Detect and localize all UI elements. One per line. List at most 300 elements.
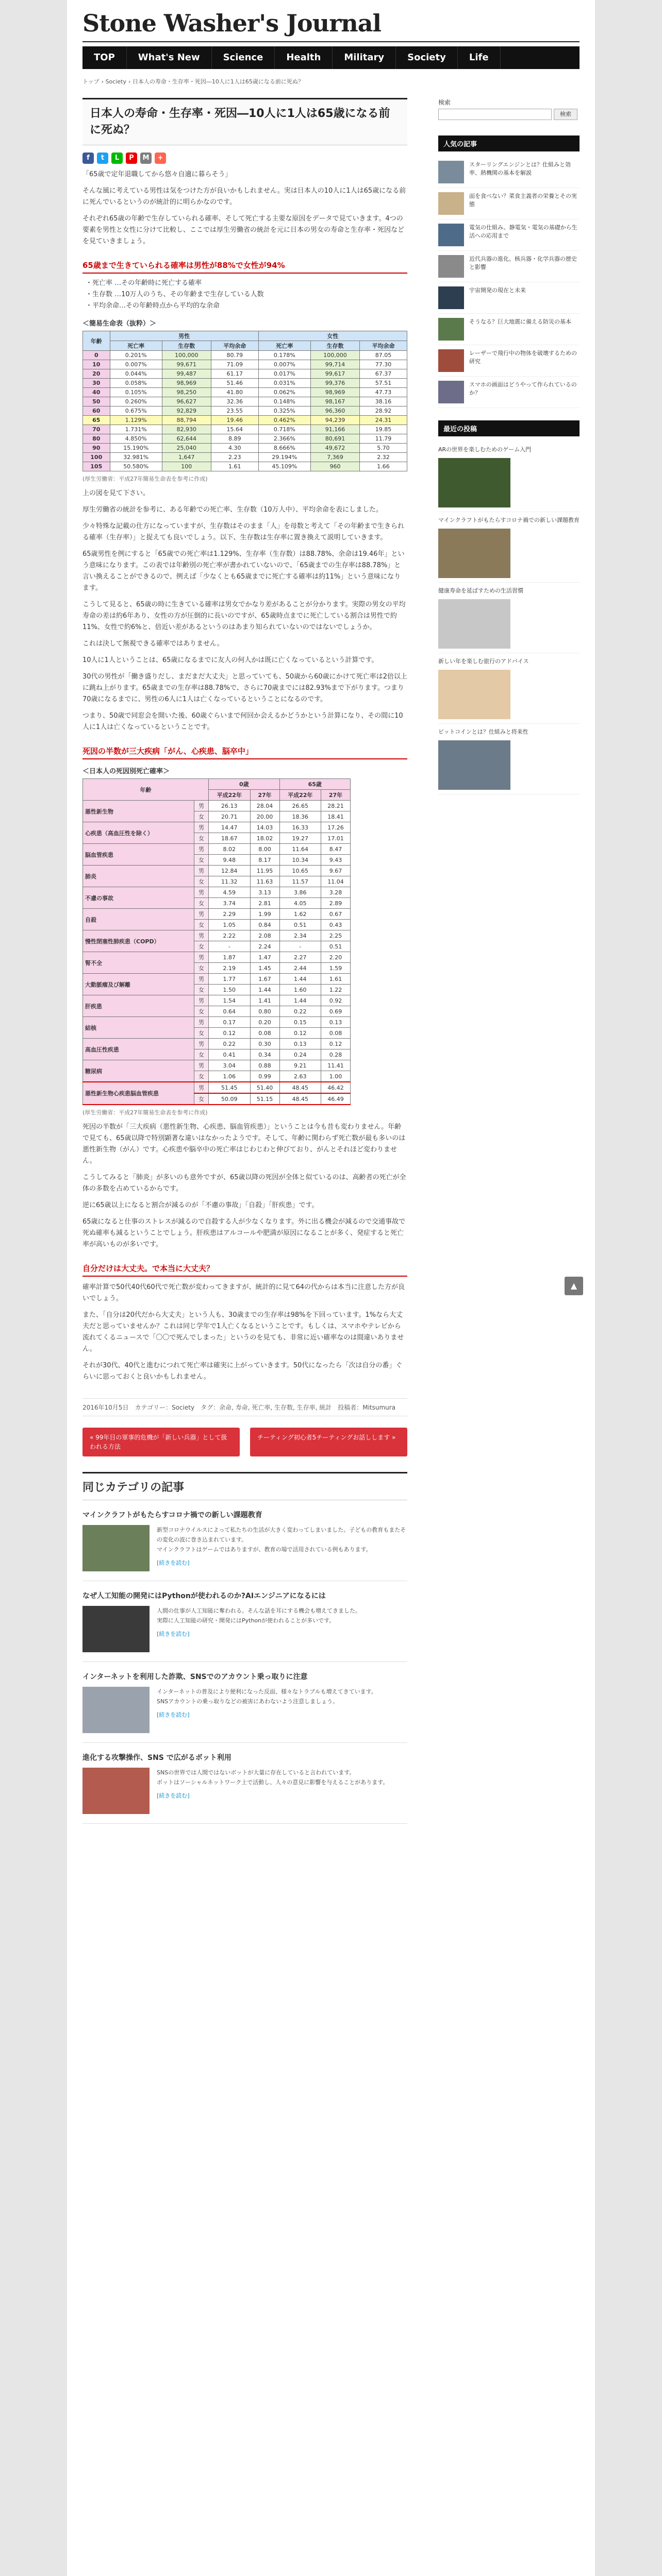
table-cell: 0.20 [250, 1017, 279, 1028]
table-cell: 2.23 [211, 453, 258, 462]
intro-paragraph: そんな風に考えている男性は気をつけた方が良いかもしれません。実は日本人の10人に1人は65歳になる前に死んでいるというのが統計的に明らかなのです。 [82, 187, 406, 206]
popular-item[interactable] [438, 345, 580, 377]
table-cell: 1.44 [279, 974, 321, 985]
recent-item[interactable] [438, 442, 580, 512]
table-cell: 0.201% [110, 351, 162, 360]
related-body [82, 1768, 407, 1814]
table-cell: - [279, 941, 321, 952]
table-cell: 15.190% [110, 444, 162, 453]
table-cell: 40 [83, 388, 110, 397]
post-author[interactable]: 投稿者：Mitsumura [338, 1404, 396, 1411]
page [67, 0, 595, 2576]
table-cell: 0.675% [110, 406, 162, 416]
table-cell: 1.59 [321, 963, 351, 974]
breadcrumb-home[interactable]: トップ [82, 78, 100, 85]
read-more-link[interactable]: [続きを読む] [157, 1792, 190, 1799]
table-cell: 2.63 [279, 1071, 321, 1082]
site-title[interactable]: Stone Washer's Journal [82, 9, 382, 37]
body-paragraph: こうして見ると、65歳の時に生きている確率は男女でかなり差があることが分かります。実際の男女の平均寿命の差は約6年あり、女性の方が圧倒的に長いのですが、65歳時点までに死亡している割合は男性で約11%、女性で約6%と、倍近い差があるというのはあまり知られていないのではないでしょうか。 [82, 601, 406, 631]
table-cell: 20 [83, 369, 110, 379]
table-cell: 11.63 [250, 876, 279, 887]
table-cell: 0.105% [110, 388, 162, 397]
table-cell: 2.22 [209, 930, 251, 941]
life-table [82, 331, 407, 471]
table-row [83, 406, 407, 416]
body-paragraph: 確率計算で50代40代60代で死亡数が変わってきますが、統計的に見て64の代からは本当に注意した方が良いでしょう。 [82, 1283, 405, 1302]
related-body [82, 1606, 407, 1652]
body-paragraph: これは決して無視できる確率ではありません。 [82, 640, 224, 648]
table-cell: 0.24 [279, 1049, 321, 1060]
post-category[interactable]: カテゴリー：Society [135, 1404, 195, 1411]
table-cell: 99,714 [311, 360, 360, 369]
related-thumbnail[interactable] [82, 1768, 150, 1814]
related-excerpt: マインクラフトはゲームではありますが、教育の場で活用されている例もあります。 [157, 1546, 372, 1553]
table-cell: 女 [194, 963, 208, 974]
table-row [83, 995, 351, 1006]
table-cell: 0.017% [258, 369, 310, 379]
table-cell: 2.366% [258, 434, 310, 444]
body-paragraph: また、「自分は20代だから大丈夫」という人も、30歳までの生存率は98%を下回っています。1%なら大丈夫だと思っていませんか？これは同じ学年で1人亡くなるということです。もしくは、スマホやテレビから流れてくるニュースで「〇〇で死んでしまった」というのを見ても、非常に近い確率なのは間違いありません。 [82, 1311, 404, 1353]
table-cell: 0.92 [321, 995, 351, 1006]
recent-item[interactable] [438, 653, 580, 724]
table-row [83, 844, 351, 855]
recent-title[interactable]: マインクラフトがもたらすコロナ禍での新しい課題教育 [438, 517, 580, 523]
related-thumbnail[interactable] [82, 1525, 150, 1571]
recent-title[interactable]: ARの世界を楽しむためのゲーム入門 [438, 446, 532, 453]
popular-title[interactable]: そうなる？巨大地震に備える防災の基本 [469, 318, 571, 325]
table-cell: 99,376 [311, 379, 360, 388]
share-button[interactable]: P [126, 152, 137, 164]
table-cell: 71.09 [211, 360, 258, 369]
table-cell: 99,671 [162, 360, 211, 369]
post-tags[interactable]: タグ：余命, 寿命, 死亡率, 生存数, 生存率, 統計 [201, 1404, 332, 1411]
popular-title[interactable]: スターリングエンジンとは？仕組みと効率、熱機関の基本を解説 [469, 161, 571, 176]
share-button[interactable]: t [97, 152, 108, 164]
search-input[interactable] [438, 109, 552, 120]
share-buttons [82, 152, 407, 164]
table-cell: 1.67 [250, 974, 279, 985]
title-divider [82, 41, 580, 42]
table-cell: 96,627 [162, 397, 211, 406]
recent-thumbnail[interactable] [438, 670, 510, 719]
body-paragraph: つまり、50歳で同窓会を開いた後、60歳ぐらいまで何回か会えるかどうかという計算になり、その間に10人に1人は亡くなっているということです。 [82, 712, 403, 731]
popular-item[interactable] [438, 314, 580, 345]
main-nav [82, 46, 580, 69]
table-cell: 女 [194, 898, 208, 909]
table-cell: 男 [194, 1039, 208, 1049]
related-title[interactable]: インターネットを利用した詐欺、SNSでのアカウント乗っ取りに注意 [82, 1673, 308, 1681]
table-cell: 65 [83, 416, 110, 425]
table-cell: 11.41 [321, 1060, 351, 1071]
popular-item[interactable] [438, 157, 580, 188]
table-row [83, 822, 351, 833]
table-cell: 46.42 [321, 1082, 351, 1093]
col-age-65: 65歳 [279, 779, 351, 790]
table-cell: 80.79 [211, 351, 258, 360]
table-row [83, 369, 407, 379]
table-cell: 98,969 [311, 388, 360, 397]
related-article [82, 1581, 407, 1662]
table-cell: 1.60 [279, 985, 321, 995]
popular-item[interactable] [438, 251, 580, 282]
table-row [83, 974, 351, 985]
col-age: 年齢 [83, 779, 209, 801]
table-cell: 1.77 [209, 974, 251, 985]
table-cell: 0.30 [250, 1039, 279, 1049]
table-cell: 女 [194, 1093, 208, 1105]
cause-name: 心疾患（高血圧性を除く） [83, 822, 194, 844]
table-cell: 女 [194, 1006, 208, 1017]
table-cell: 960 [311, 462, 360, 471]
table-cell: 77.30 [359, 360, 407, 369]
search-label: 検索 [438, 99, 451, 106]
cause-name: 高血圧性疾患 [83, 1039, 194, 1060]
table-cell: 1.66 [359, 462, 407, 471]
recent-item[interactable] [438, 512, 580, 583]
table-cell: 2.19 [209, 963, 251, 974]
section-heading-survival: 65歳まで生きていられる確率は男性が88%で女性が94% [82, 258, 407, 274]
table-cell: 28.04 [250, 801, 279, 811]
table-cell: 11.04 [321, 876, 351, 887]
table-cell: 62,644 [162, 434, 211, 444]
table-cell: 1.99 [250, 909, 279, 920]
table-cell: 28.92 [359, 406, 407, 416]
table-cell: 0.51 [279, 920, 321, 930]
recent-title[interactable]: 新しい年を楽しむ旅行のアドバイス [438, 658, 529, 665]
table-cell: 24.31 [359, 416, 407, 425]
table-cell: 29.194% [258, 453, 310, 462]
table-cell: 25,040 [162, 444, 211, 453]
related-title[interactable]: 進化する攻撃操作、SNS で広がるボット利用 [82, 1754, 231, 1762]
table-cell: 男 [194, 1017, 208, 1028]
popular-thumbnail[interactable] [438, 224, 464, 246]
related-thumbnail[interactable] [82, 1606, 150, 1652]
nav-top[interactable]: TOP [82, 46, 127, 69]
popular-title[interactable]: 宇宙開発の現在と未来 [469, 287, 526, 294]
table-cell: 0.22 [279, 1006, 321, 1017]
table-cell: 1.22 [321, 985, 351, 995]
table-cell: 19.46 [211, 416, 258, 425]
definition-list [86, 278, 407, 312]
popular-title[interactable]: 電気の仕組み。静電気・電気の基礎から生活への応用まで [469, 224, 577, 239]
popular-thumbnail[interactable] [438, 381, 464, 403]
article-title: 日本人の寿命・生存率・死因―10人に1人は65歳になる前に死ぬ？ [82, 98, 407, 145]
body-paragraph: 厚生労働省の統計を参考に、ある年齢での死亡率、生存数（10万人中）、平均余命を表にしました。 [82, 506, 383, 514]
table-cell: 3.28 [321, 887, 351, 898]
table-cell: 26.13 [209, 801, 251, 811]
cause-name: 不慮の事故 [83, 887, 194, 909]
recent-thumbnail[interactable] [438, 529, 510, 578]
table-cell: 10.34 [279, 855, 321, 866]
nav-military[interactable]: Military [333, 46, 396, 69]
popular-item[interactable] [438, 377, 580, 408]
table-row [83, 1060, 351, 1071]
table-cell: 0.15 [279, 1017, 321, 1028]
col-age-0: 0歳 [209, 779, 279, 790]
table-cell: - [209, 941, 251, 952]
table-cell: 1.45 [250, 963, 279, 974]
related-text-wrap [157, 1606, 361, 1652]
popular-thumbnail[interactable] [438, 349, 464, 372]
related-thumbnail[interactable] [82, 1687, 150, 1733]
table-row [83, 360, 407, 369]
intro-paragraph-2: それぞれ65歳の年齢で生存していられる確率、そして死亡する主要な原因をデータで見ていきます。4つの要素を男性と女性に分けて比較し、ここでは厚生労働省の統計を元に日本の男女の寿命と生存率・死因などを見ていきましょう。 [82, 215, 405, 245]
post-meta [82, 1398, 407, 1416]
popular-item[interactable] [438, 282, 580, 314]
section-heading-safe: 自分だけは大丈夫。で本当に大丈夫？ [82, 1261, 407, 1277]
table-cell: 0.80 [250, 1006, 279, 1017]
table-cell: 3.74 [209, 898, 251, 909]
cause-table [82, 778, 351, 1105]
table-cell: 32.36 [211, 397, 258, 406]
table-cell: 14.47 [209, 822, 251, 833]
cause-name: 悪性新生物 [83, 801, 194, 822]
table-cell: 9.67 [321, 866, 351, 876]
table-cell: 4.05 [279, 898, 321, 909]
table-cell: 0.148% [258, 397, 310, 406]
table-cell: 18.67 [209, 833, 251, 844]
read-more-link[interactable]: [続きを読む] [157, 1711, 190, 1718]
table-cell: 32.981% [110, 453, 162, 462]
table-cell: 5.70 [359, 444, 407, 453]
col-header: 27年 [250, 790, 279, 801]
table-cell: 2.20 [321, 952, 351, 963]
recent-thumbnail[interactable] [438, 458, 510, 507]
related-heading: 同じカテゴリの記事 [82, 1472, 407, 1500]
cause-name: 慢性閉塞性肺疾患（COPD） [83, 930, 194, 952]
table-cell: 20.71 [209, 811, 251, 822]
related-excerpt: 実際に人工知能の研究・開発にはPythonが使われることが多いです。 [157, 1617, 335, 1624]
recent-item[interactable] [438, 583, 580, 653]
related-excerpt: 人間の仕事が人工知能に奪われる。そんな話を耳にする機会も増えてきました。 [157, 1607, 361, 1614]
search-button[interactable]: 検索 [554, 109, 577, 120]
table-cell: 0.34 [250, 1049, 279, 1060]
article-main [82, 98, 407, 1824]
table-row [83, 425, 407, 434]
table-cell: 30 [83, 379, 110, 388]
related-text-wrap [157, 1687, 377, 1733]
related-title[interactable]: マインクラフトがもたらすコロナ禍での新しい課題教育 [82, 1511, 262, 1519]
table-cell: 92,829 [162, 406, 211, 416]
recent-item[interactable] [438, 724, 580, 794]
col-age: 年齢 [83, 331, 110, 351]
table-cell: 2.81 [250, 898, 279, 909]
body-paragraph: 死因の半数が「三大疾病（悪性新生物、心疾患、脳血管疾患）」ということは今も昔も変わりません。年齢で見ても、65歳以降で特別顕著な違いはなかったようです。そして、年齢に関わらず死亡数が最も多いのは悪性新生物（がん）です。心疾患や脳卒中の死亡率はじわじわと伸びており、がんとそれほど変わりません。 [82, 1123, 406, 1165]
table-source: (厚生労働省：平成27年簡易生命表を参考に作成) [82, 476, 208, 482]
table-cell: 男 [194, 974, 208, 985]
table-cell: 女 [194, 833, 208, 844]
back-to-top-button[interactable]: ▲ [565, 1277, 583, 1295]
popular-item[interactable] [438, 188, 580, 219]
header [82, 5, 580, 46]
share-button[interactable]: f [82, 152, 94, 164]
nav-health[interactable]: Health [275, 46, 333, 69]
table-cell: 男 [194, 844, 208, 855]
table-cell: 67.37 [359, 369, 407, 379]
related-excerpt: SNSアカウントの乗っ取りなどの被害にあわないよう注意しましょう。 [157, 1698, 339, 1705]
table-cell: 99,617 [311, 369, 360, 379]
table-cell: 2.32 [359, 453, 407, 462]
table-cell: 3.04 [209, 1060, 251, 1071]
table-cell: 女 [194, 855, 208, 866]
table-cell: 1.47 [250, 952, 279, 963]
table-cell: 98,250 [162, 388, 211, 397]
popular-heading: 人気の記事 [438, 135, 580, 151]
table-row [83, 1082, 351, 1093]
breadcrumb-category[interactable]: Society [105, 78, 126, 85]
body-paragraph: 65歳男性を例にすると「65歳での死亡率は1.129%、生存率（生存数）は88.78%、余命は19.46年」という意味になります。この表では年齢別の死亡率が書かれていないので、「65歳までの生存率は88.78%」と言い換えることができるので、例えば「少なくとも65歳までに死亡する確率は約11%」という意味になります。 [82, 550, 405, 592]
table-cell: 105 [83, 462, 110, 471]
table-row [83, 388, 407, 397]
col-header: 生存数 [311, 341, 360, 351]
table-cell: 2.24 [250, 941, 279, 952]
table-cell: 8.17 [250, 855, 279, 866]
table-cell: 80,691 [311, 434, 360, 444]
related-body [82, 1525, 407, 1571]
table-cell: 2.34 [279, 930, 321, 941]
table-cell: 男 [194, 801, 208, 811]
col-header: 平成22年 [209, 790, 251, 801]
table-cell: 0.031% [258, 379, 310, 388]
nav-life[interactable]: Life [458, 46, 501, 69]
popular-title[interactable]: 面を食べない？菜食主義者の栄養とその実態 [469, 193, 577, 208]
nav-society[interactable]: Society [396, 46, 458, 69]
table-cell: 46.49 [321, 1093, 351, 1105]
table-cell: 14.03 [250, 822, 279, 833]
prev-post-button[interactable]: « 99年目の軍事的危機が「新しい兵器」として扱われる方法 [82, 1428, 240, 1456]
table-cell: 70 [83, 425, 110, 434]
table-row [83, 397, 407, 406]
table-cell: 88,794 [162, 416, 211, 425]
related-excerpt: 新型コロナウイルスによって私たちの生活が大きく変わってしまいました。子どもの教育もまたその変化の波に巻き込まれています。 [157, 1527, 406, 1543]
table-cell: 0.22 [209, 1039, 251, 1049]
read-more-link[interactable]: [続きを読む] [157, 1560, 190, 1566]
table-cell: 8.666% [258, 444, 310, 453]
nav-science[interactable]: Science [212, 46, 275, 69]
breadcrumb-current: 日本人の寿命・生存率・死因―10人に1人は65歳になる前に死ぬ？ [132, 78, 304, 85]
cause-name: 悪性新生物心疾患脳血管疾患 [83, 1082, 194, 1105]
popular-thumbnail[interactable] [438, 286, 464, 309]
table-cell: 女 [194, 1049, 208, 1060]
table-cell: 87.05 [359, 351, 407, 360]
table-cell: 50 [83, 397, 110, 406]
table-cell: 7,369 [311, 453, 360, 462]
related-article [82, 1743, 407, 1824]
table-cell: 2.08 [250, 930, 279, 941]
recent-thumbnail[interactable] [438, 740, 510, 790]
table-cell: 20.00 [250, 811, 279, 822]
body-paragraph: 30代の男性が「働き盛りだし、まだまだ大丈夫」と思っていても、50歳から60歳にかけて死亡率は2倍以上に跳ね上がります。65歳までの生存率は88.78%で、さらに70歳までには82.93%まで下がります。つまり70歳になるまでに、男性の6人に1人は亡くなっているということになるのです。 [82, 673, 407, 703]
table-source: (厚生労働省：平成27年簡易生命表を参考に作成) [82, 1109, 208, 1116]
table-cell: 11.95 [250, 866, 279, 876]
table-cell: 1.129% [110, 416, 162, 425]
table-cell: 男 [194, 822, 208, 833]
table-cell: 8.89 [211, 434, 258, 444]
table-cell: 0.178% [258, 351, 310, 360]
nav-whats-new[interactable]: What's New [127, 46, 212, 69]
col-header: 平均余命 [211, 341, 258, 351]
table-cell: 48.45 [279, 1093, 321, 1105]
popular-thumbnail[interactable] [438, 318, 464, 341]
popular-thumbnail[interactable] [438, 255, 464, 278]
col-header: 平均余命 [359, 341, 407, 351]
table-cell: 0.99 [250, 1071, 279, 1082]
popular-item[interactable] [438, 219, 580, 251]
read-more-link[interactable]: [続きを読む] [157, 1631, 190, 1637]
table-cell: 38.16 [359, 397, 407, 406]
table-cell: 49,672 [311, 444, 360, 453]
popular-title[interactable]: スマホの画面はどうやって作られているのか？ [469, 381, 577, 396]
table-cell: 23.55 [211, 406, 258, 416]
table-cell: 2.25 [321, 930, 351, 941]
table-cell: 4.30 [211, 444, 258, 453]
share-button[interactable]: + [155, 152, 166, 164]
table-cell: 100,000 [162, 351, 211, 360]
share-button[interactable]: M [140, 152, 152, 164]
table-cell: 0.13 [279, 1039, 321, 1049]
related-title[interactable]: なぜ人工知能の開発にはPythonが使われるのか?AIエンジニアになるには [82, 1592, 326, 1600]
table-cell: 0.69 [321, 1006, 351, 1017]
table-cell: 2.89 [321, 898, 351, 909]
next-post-button[interactable]: チーティング初心者5チーティングお話しします » [250, 1428, 407, 1456]
body-paragraph: 逆に65歳以上になると割合が減るのが「不慮の事故」「自殺」「肝疾患」です。 [82, 1201, 319, 1209]
col-header: 死亡率 [258, 341, 310, 351]
table-cell: 男 [194, 952, 208, 963]
table-row [83, 444, 407, 453]
col-female: 女性 [258, 331, 407, 341]
table-row [83, 453, 407, 462]
table-cell: 18.36 [279, 811, 321, 822]
popular-thumbnail[interactable] [438, 192, 464, 215]
cause-table-body [83, 801, 351, 1105]
table-cell: 女 [194, 811, 208, 822]
cause-name: 自殺 [83, 909, 194, 930]
recent-title[interactable]: 健康寿命を延ばすための生活習慣 [438, 587, 523, 594]
table-cell: 0.43 [321, 920, 351, 930]
recent-title[interactable]: ビットコインとは？仕組みと将来性 [438, 728, 528, 735]
table-row [83, 416, 407, 425]
search-row [438, 109, 580, 120]
table-cell: 11.64 [279, 844, 321, 855]
recent-thumbnail[interactable] [438, 599, 510, 649]
table-cell: 0.67 [321, 909, 351, 920]
table-cell: 0.51 [321, 941, 351, 952]
cause-table-title: ＜日本人の死因別死亡確率＞ [82, 768, 170, 775]
table-cell: 3.13 [250, 887, 279, 898]
table-cell: 16.33 [279, 822, 321, 833]
table-cell: 1.54 [209, 995, 251, 1006]
popular-title[interactable]: レーザーで飛行中の物体を破壊するための研究 [469, 350, 577, 365]
table-cell: 48.45 [279, 1082, 321, 1093]
table-cell: 0.88 [250, 1060, 279, 1071]
table-cell: 57.51 [359, 379, 407, 388]
table-cell: 1,647 [162, 453, 211, 462]
col-header: 27年 [321, 790, 351, 801]
table-cell: 15.64 [211, 425, 258, 434]
cause-name: 糖尿病 [83, 1060, 194, 1082]
share-button[interactable]: L [111, 152, 123, 164]
popular-thumbnail[interactable] [438, 161, 464, 183]
table-cell: 91,166 [311, 425, 360, 434]
col-male: 男性 [110, 331, 258, 341]
table-cell: 41.80 [211, 388, 258, 397]
related-excerpt: インターネットの普及により便利になった反面、様々なトラブルも増えてきています。 [157, 1688, 377, 1695]
table-cell: 90 [83, 444, 110, 453]
related-article [82, 1500, 407, 1581]
table-cell: 19.27 [279, 833, 321, 844]
life-table-title: ＜簡易生命表（抜粋）＞ [82, 320, 157, 328]
popular-title[interactable]: 近代兵器の進化。核兵器・化学兵器の歴史と影響 [469, 256, 577, 270]
